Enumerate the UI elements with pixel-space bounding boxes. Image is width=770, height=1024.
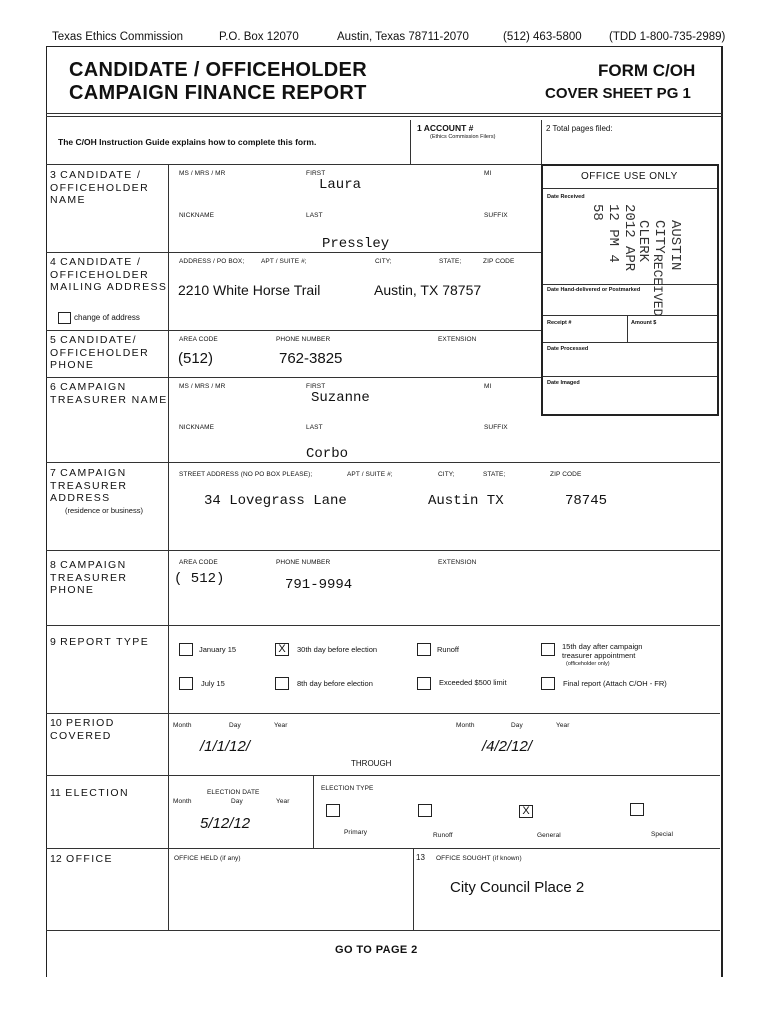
period-to-year-label: Year [556, 722, 570, 729]
report-type-30th-checkbox[interactable]: X [275, 643, 289, 656]
election-runoff-checkbox[interactable] [418, 804, 432, 817]
s4-zip-label: ZIP CODE [483, 258, 515, 265]
s4-state-label: STATE; [439, 258, 462, 265]
treasurer-area-code[interactable]: ( 512) [174, 571, 225, 587]
s5-ext-label: EXTENSION [438, 336, 477, 343]
treasurer-first-name[interactable]: Suzanne [311, 390, 370, 406]
s8-phone-label: PHONE NUMBER [276, 559, 331, 566]
election-primary-checkbox[interactable] [326, 804, 340, 817]
s11-label: 11 ELECTION [50, 787, 129, 799]
report-type-8th-checkbox[interactable] [275, 677, 289, 690]
report-type-jul15-checkbox[interactable] [179, 677, 193, 690]
candidate-area-code[interactable]: (512) [178, 350, 214, 367]
report-type-exceeded-checkbox[interactable] [417, 677, 431, 690]
s4-city-label: CITY; [375, 258, 392, 265]
form-title-line1: CANDIDATE / OFFICEHOLDER [69, 59, 367, 81]
election-runoff-label: Runoff [433, 832, 453, 839]
through-label: THROUGH [351, 759, 392, 768]
s6-nickname-label: NICKNAME [179, 424, 215, 431]
election-month-label: Month [173, 798, 192, 805]
s8-area-label: AREA CODE [179, 559, 218, 566]
period-from-day-label: Day [229, 722, 241, 729]
s3-label: 3 CANDIDATE / OFFICEHOLDER NAME [50, 169, 150, 206]
form-id: FORM C/OH [598, 61, 696, 80]
treasurer-street[interactable]: 34 Lovegrass Lane [204, 493, 347, 509]
stamp-received: RECEIVED [650, 254, 665, 317]
account-label: 1 ACCOUNT # [417, 123, 474, 133]
candidate-last-name[interactable]: Pressley [322, 236, 390, 252]
s3-first-label: FIRST [306, 170, 326, 177]
s10-label: 10 PERIOD COVERED [50, 717, 115, 742]
s7-street-label: STREET ADDRESS (NO PO BOX PLEASE); [179, 471, 313, 478]
report-type-jul15-label: July 15 [201, 679, 225, 688]
s6-suffix-label: SUFFIX [484, 424, 508, 431]
treasurer-zip[interactable]: 78745 [565, 493, 608, 509]
period-to-day-label: Day [511, 722, 523, 729]
agency-phone: (512) 463-5800 [503, 31, 582, 43]
election-special-label: Special [651, 831, 674, 838]
candidate-address[interactable]: 2210 White Horse Trail [178, 282, 321, 298]
report-type-exceeded-label: Exceeded $500 limit [439, 678, 507, 687]
agency-tdd: (TDD 1-800-735-2989) [609, 31, 726, 43]
po-box: P.O. Box 12070 [219, 31, 299, 43]
treasurer-last-name[interactable]: Corbo [306, 446, 349, 462]
date-processed-label: Date Processed [547, 346, 589, 352]
stamp-clerk: AUSTIN CITY CLERK [635, 220, 683, 271]
period-from-month-label: Month [173, 722, 192, 729]
period-from-year-label: Year [274, 722, 288, 729]
s7-zip-label: ZIP CODE [550, 471, 582, 478]
report-type-8th-label: 8th day before election [297, 679, 373, 688]
report-type-runoff-checkbox[interactable] [417, 643, 431, 656]
period-to-date[interactable]: /4/2/12/ [482, 738, 533, 755]
office-sought-label: OFFICE SOUGHT (if known) [436, 855, 522, 862]
change-of-address-label: change of address [74, 313, 140, 322]
agency-city: Austin, Texas 78711-2070 [337, 31, 469, 43]
stamp-date: 2012 APR 12 PM 4 58 [589, 204, 637, 272]
amount-label: Amount $ [631, 320, 657, 326]
report-type-jan15-label: January 15 [199, 645, 237, 654]
form-title-line2: CAMPAIGN FINANCE REPORT [69, 82, 367, 104]
s3-last-label: LAST [306, 212, 323, 219]
s7-state-label: STATE; [483, 471, 506, 478]
treasurer-city-state[interactable]: Austin TX [428, 493, 504, 509]
candidate-city-state-zip[interactable]: Austin, TX 78757 [374, 282, 482, 298]
s4-apt-label: APT / SUITE #; [261, 258, 307, 265]
election-primary-label: Primary [344, 829, 368, 836]
report-type-15th-sub: (officeholder only) [566, 661, 610, 667]
s3-suffix-label: SUFFIX [484, 212, 508, 219]
report-type-30th-label: 30th day before election [297, 645, 378, 654]
election-day-label: Day [231, 798, 243, 805]
agency-name: Texas Ethics Commission [52, 31, 184, 43]
account-sublabel: (Ethics Commission Filers) [430, 134, 496, 140]
total-pages-label: 2 Total pages filed: [546, 124, 613, 133]
s7-apt-label: APT / SUITE #; [347, 471, 393, 478]
s12-label: 12 OFFICE [50, 853, 113, 865]
s3-nickname-label: NICKNAME [179, 212, 215, 219]
s9-label: 9 REPORT TYPE [50, 636, 150, 648]
receipt-label: Receipt # [547, 320, 572, 326]
hand-delivered-label: Date Hand-delivered or Postmarked [547, 287, 641, 293]
report-type-final-label: Final report (Attach C/OH - FR) [563, 679, 667, 688]
s6-mi-label: MI [484, 383, 492, 390]
s7-city-label: CITY; [438, 471, 455, 478]
s6-ms-label: MS / MRS / MR [179, 383, 226, 390]
election-type-label: ELECTION TYPE [321, 785, 374, 792]
s13-num: 13 [416, 853, 425, 862]
report-type-jan15-checkbox[interactable] [179, 643, 193, 656]
s4-address-label: ADDRESS / PO BOX; [179, 258, 245, 265]
s6-first-label: FIRST [306, 383, 326, 390]
treasurer-phone[interactable]: 791-9994 [285, 577, 353, 593]
candidate-first-name[interactable]: Laura [319, 177, 362, 193]
s7-sub: (residence or business) [65, 506, 143, 515]
report-type-runoff-label: Runoff [437, 645, 459, 654]
election-special-checkbox[interactable] [630, 803, 644, 816]
go-to-page-2: GO TO PAGE 2 [335, 944, 418, 956]
s6-label: 6 CAMPAIGN TREASURER NAME [50, 381, 168, 406]
s3-ms-label: MS / MRS / MR [179, 170, 226, 177]
report-type-15th-label: 15th day after campaign treasurer appointment [562, 642, 643, 660]
election-general-label: General [537, 832, 561, 839]
s6-last-label: LAST [306, 424, 323, 431]
report-type-final-checkbox[interactable] [541, 677, 555, 690]
period-to-month-label: Month [456, 722, 475, 729]
election-general-checkbox[interactable]: X [519, 805, 533, 818]
office-use-title: OFFICE USE ONLY [581, 171, 678, 182]
office-held-label: OFFICE HELD (if any) [174, 855, 241, 862]
s4-label: 4 CANDIDATE / OFFICEHOLDER MAILING ADDRESS [50, 256, 168, 293]
date-received-label: Date Received [547, 194, 585, 200]
date-imaged-label: Date Imaged [547, 380, 580, 386]
period-from-date[interactable]: /1/1/12/ [200, 738, 251, 755]
s5-area-label: AREA CODE [179, 336, 218, 343]
instruction-text: The C/OH Instruction Guide explains how to complete this form. [58, 137, 317, 147]
s8-ext-label: EXTENSION [438, 559, 477, 566]
s5-phone-label: PHONE NUMBER [276, 336, 331, 343]
election-year-label: Year [276, 798, 290, 805]
s3-mi-label: MI [484, 170, 492, 177]
office-use-box [541, 164, 719, 416]
election-date-label: ELECTION DATE [207, 789, 260, 796]
cover-sheet-label: COVER SHEET PG 1 [545, 85, 691, 102]
s5-label: 5 CANDIDATE/ OFFICEHOLDER PHONE [50, 334, 150, 371]
office-sought-value[interactable]: City Council Place 2 [450, 879, 585, 896]
report-type-15th-checkbox[interactable] [541, 643, 555, 656]
candidate-phone[interactable]: 762-3825 [279, 350, 343, 367]
s7-label: 7 CAMPAIGN TREASURER ADDRESS [50, 467, 128, 504]
election-date[interactable]: 5/12/12 [200, 815, 251, 832]
change-of-address-checkbox[interactable] [58, 312, 71, 324]
s8-label: 8 CAMPAIGN TREASURER PHONE [50, 559, 128, 596]
